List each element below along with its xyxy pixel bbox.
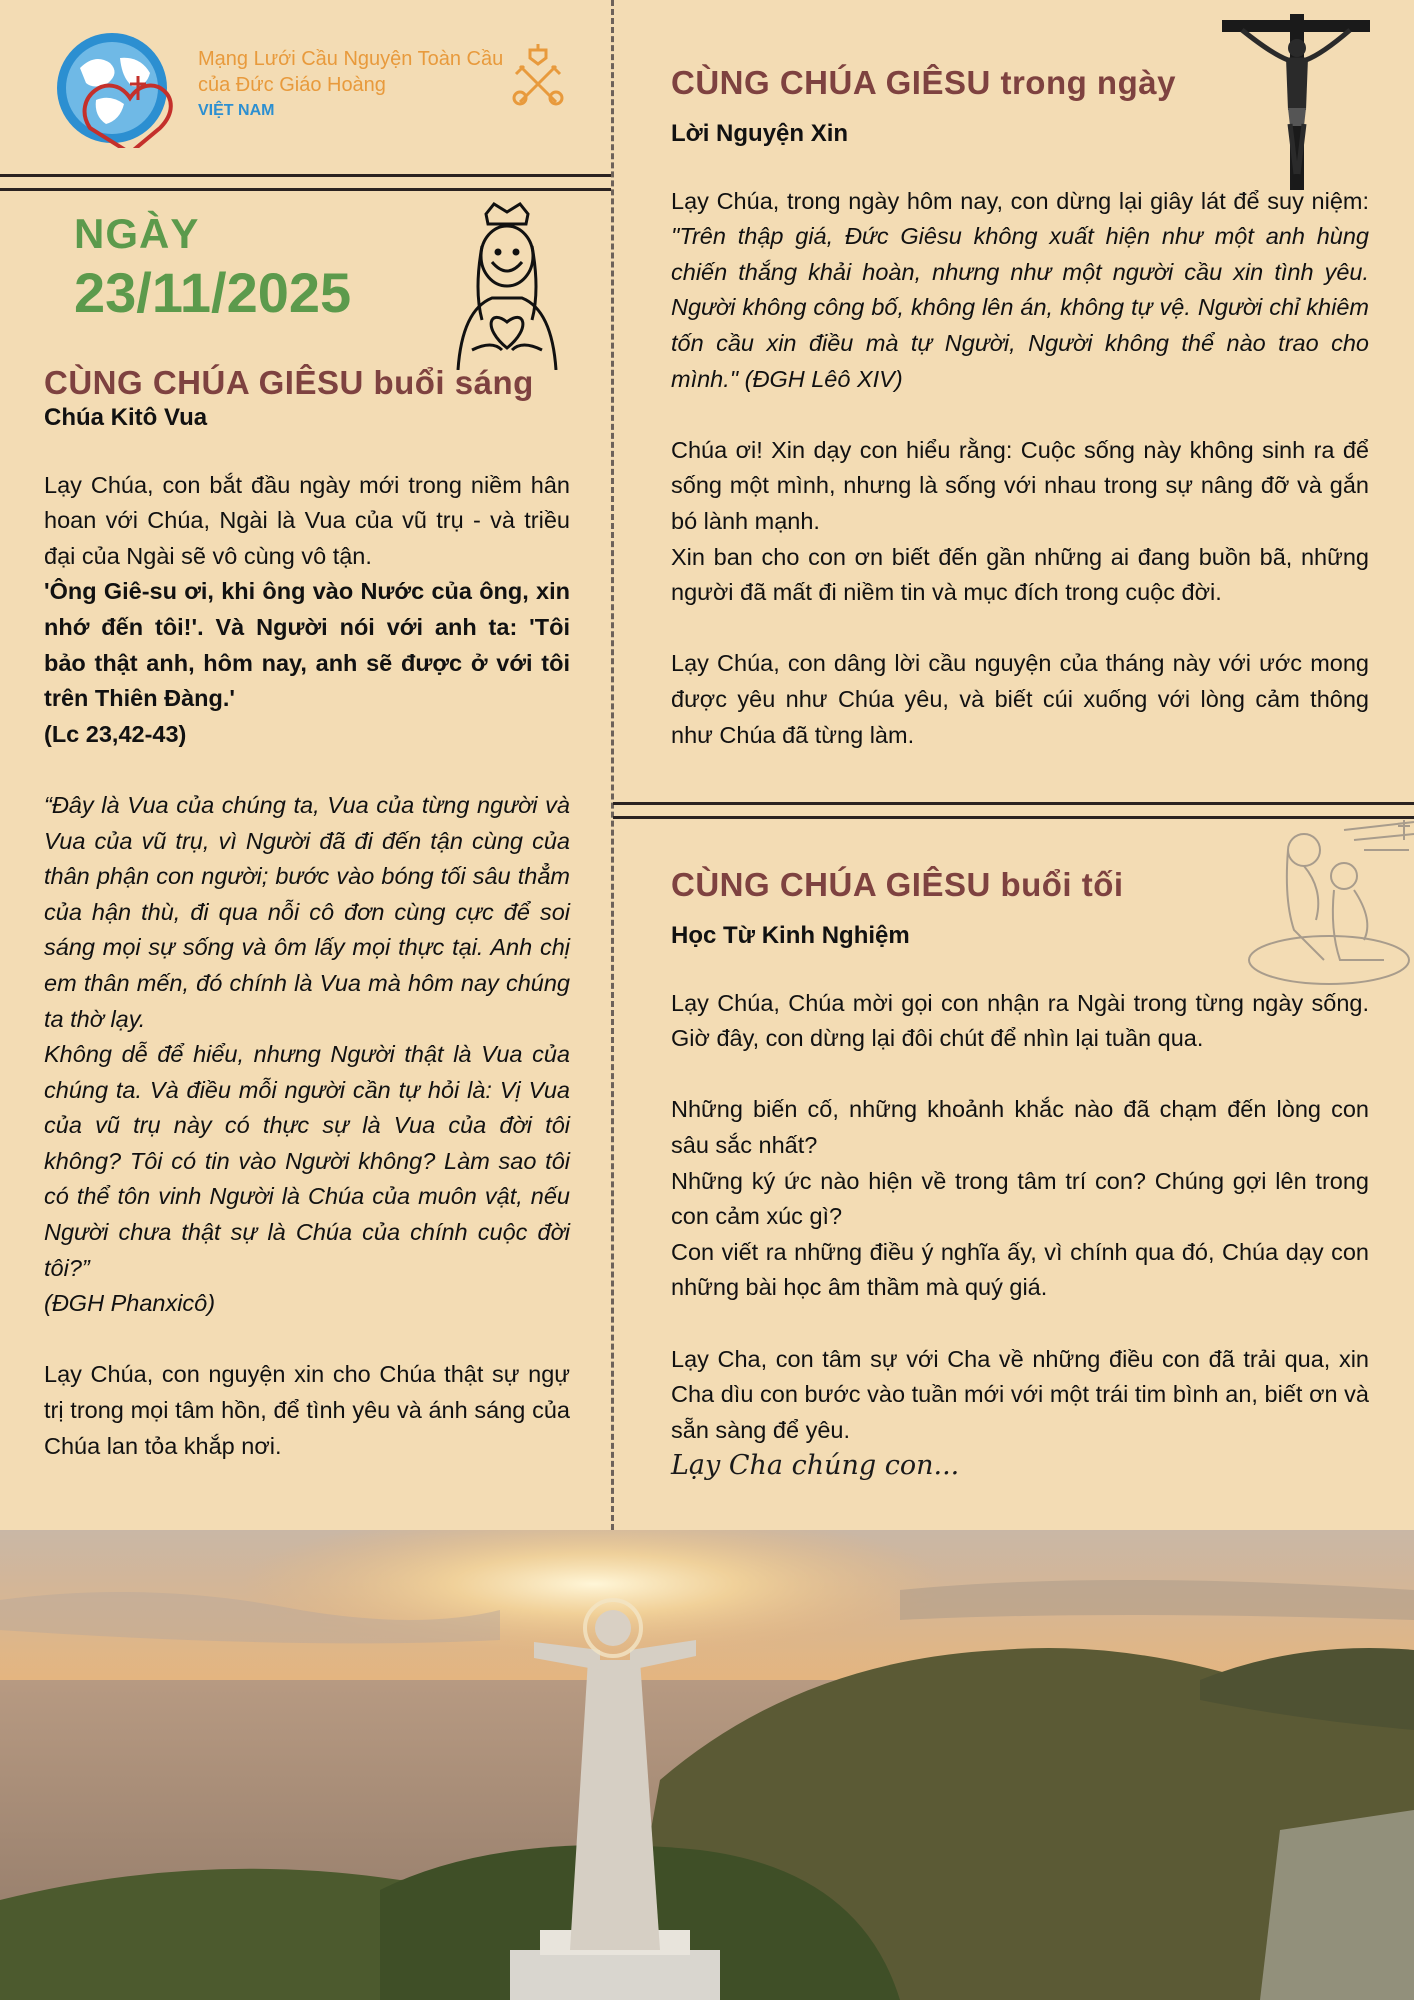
morning-scripture-quote: 'Ông Giê-su ơi, khi ông vào Nước của ông, xin nhớ đến tôi!'. Và Người nói với anh ta: 'Tôi bảo thật anh, hôm nay, anh sẽ được ở với tôi trên Thiên Đàng.' [44,578,570,712]
evening-paragraph-1: Lạy Chúa, Chúa mời gọi con nhận ra Ngài trong từng ngày sống. Giờ đây, con dừng lại đôi chút để nhìn lại tuần qua. [671,989,1369,1052]
section-divider-bottom [613,816,1414,819]
day-subtitle: Lời Nguyện Xin [671,120,849,147]
header-divider-bottom [0,188,611,191]
logo-line-2: của Đức Giáo Hoàng [198,74,386,96]
morning-reflection-ref: (ĐGH Phanxicô) [44,1290,216,1317]
day-heading: CÙNG CHÚA GIÊSU trong ngày [671,64,1176,101]
morning-closing: Lạy Chúa, con nguyện xin cho Chúa thật sự ngự trị trong mọi tâm hồn, để tình yêu và ánh sáng của Chúa lan tỏa khắp nơi. [44,1361,570,1459]
section-divider-top [613,802,1414,805]
column-divider [611,0,614,1530]
christ-statue-photo [0,1530,1414,2000]
day-paragraph-1-start: Lạy Chúa, trong ngày hôm nay, con dừng lại giây lát để suy niệm: [671,187,1369,214]
morning-reflection-2: Không dễ để hiểu, nhưng Người thật là Vua của chúng ta. Và điều mỗi người cần tự hỏi là: Vị Vua của vũ trụ này có thực sự là Vua của đời tôi không? Tôi có tin vào Người không? Làm sao tôi có thể tôn vinh Người là Chúa của muôn vật, nếu Người chưa thật sự là Chúa của chính cuộc đời tôi?” [44,1041,570,1281]
header-divider-top [0,174,611,177]
evening-subtitle: Học Từ Kinh Nghiệm [671,922,910,949]
day-date: 23/11/2025 [74,261,352,324]
logo-text [198,46,503,124]
morning-section [44,364,570,1464]
day-paragraph-4: Lạy Chúa, con dâng lời cầu nguyện của tháng này với ước mong được yêu như Chúa yêu, và biết cúi xuống với lòng cảm thông như Chúa đã từng làm. [671,650,1369,748]
day-paragraph-2: Chúa ơi! Xin dạy con hiểu rằng: Cuộc sống này không sinh ra để sống một mình, nhưng là sống với nhau trong sự nâng đỡ và gắn bó lành mạnh. [671,436,1369,534]
christ-king-icon [452,200,562,370]
evening-paragraph-3: Những ký ức nào hiện về trong tâm trí con? Chúng gợi lên trong con cảm xúc gì? [671,1167,1369,1230]
morning-paragraph: Lạy Chúa, con bắt đầu ngày mới trong niềm hân hoan với Chúa, Ngài là Vua của vũ trụ - và triều đại của Ngài sẽ vô cùng vô tận. [44,471,570,569]
logo-line-3: VIỆT NAM [198,102,275,119]
evening-heading: CÙNG CHÚA GIÊSU buổi tối [671,866,1124,903]
globe-heart-icon [50,28,190,148]
evening-section [671,866,1369,1481]
morning-reflection-1: “Đây là Vua của chúng ta, Vua của từng người và Vua của vũ trụ, vì Người đã đi đến tận cùng của thân phận con người; bước vào bóng tối sâu thẳm của hận thù, đi qua nỗi cô đơn cùng cực để soi sáng mọi sự sống và ôm lấy mọi thực tại. Anh chị em thân mến, đó chính là Vua mà hôm nay chúng ta thờ lạy. [44,791,570,1032]
papal-keys-icon [512,44,564,108]
day-paragraph-3: Xin ban cho con ơn biết đến gần những ai đang buồn bã, những người đã mất đi niềm tin và mục đích trong cuộc đời. [671,543,1369,606]
day-paragraph-1 [671,184,1369,398]
day-section [671,64,1369,753]
day-label: NGÀY [74,210,200,257]
morning-heading: CÙNG CHÚA GIÊSU buổi sáng [44,364,534,401]
evening-paragraph-2: Những biến cố, những khoảnh khắc nào đã chạm đến lòng con sâu sắc nhất? [671,1096,1369,1158]
logo-line-1: Mạng Lưới Cầu Nguyện Toàn Cầu [198,48,504,70]
evening-paragraph-5: Lạy Cha, con tâm sự với Cha về những điều con đã trải qua, xin Cha dìu con bước vào tuần mới với một trái tim bình an, biết ơn và sẵn sàng để yêu. [671,1345,1369,1443]
evening-paragraph-4: Con viết ra những điều ý nghĩa ấy, vì chính qua đó, Chúa dạy con những bài học âm thầm mà quý giá. [671,1238,1369,1301]
morning-subtitle: Chúa Kitô Vua [44,404,208,431]
evening-signature: Lạy Cha chúng con... [671,1450,960,1482]
day-quote: "Trên thập giá, Đức Giêsu không xuất hiện như một anh hùng chiến thắng khải hoàn, nhưng như một người cầu xin tình yêu. Người không công bố, không lên án, không tự vệ. Người chỉ khiêm tốn cầu xin điều mà tự Người, Người không thể nào trao cho mình." (ĐGH Lêô XIV) [671,223,1369,392]
morning-scripture-ref: (Lc 23,42-43) [44,720,187,747]
